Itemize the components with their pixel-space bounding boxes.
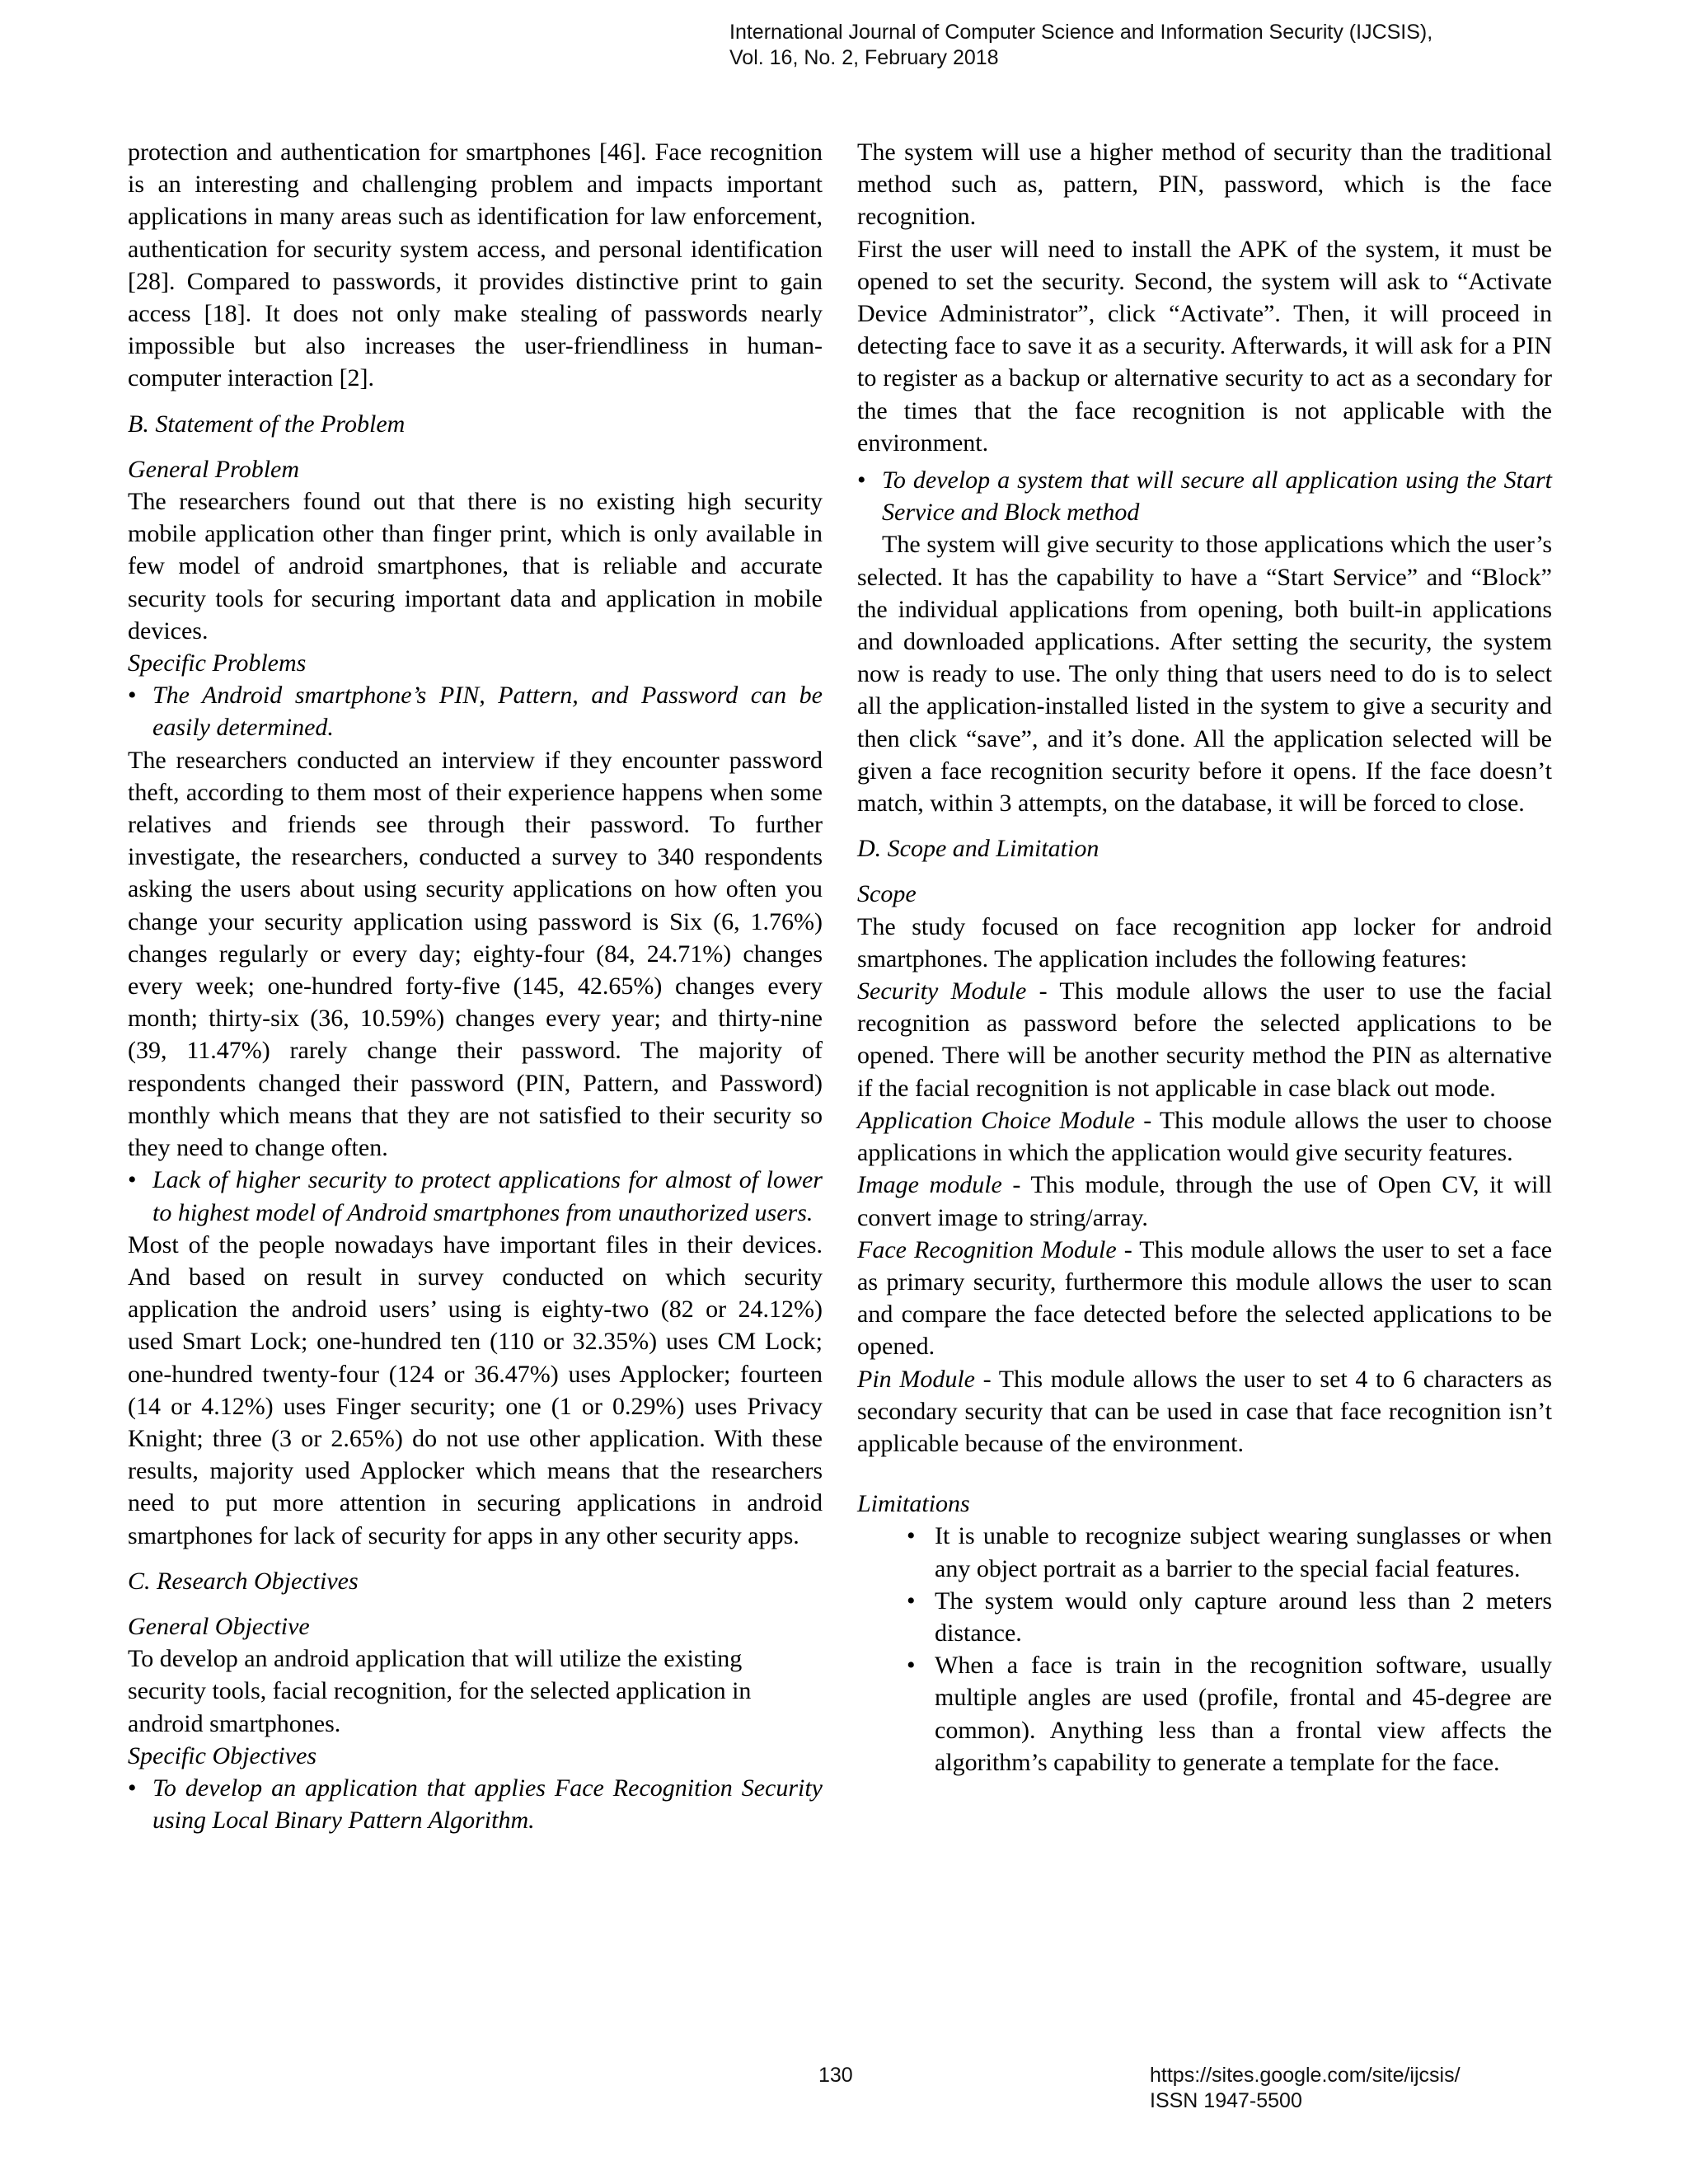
module-description: - This module allows the user to choose applications in which the application would give security features.	[857, 1106, 1552, 1167]
paragraph-scope: The study focused on face recognition app locker for android smartphones. The application includes the following features:	[857, 912, 1552, 972]
limitation-text-2: The system would only capture around less than 2 meters distance.	[935, 1586, 1552, 1647]
paragraph-survey: Most of the people nowadays have important files in their devices. And based on result in survey conducted on which security application the android users’ using is eighty-two (82 or 24.12%) used Smart Lock; one-hundred ten (110 or 32.35%) uses CM Lock; one-hundred twenty-four (124 or 36.47%) uses Applocker; fourteen (14 or 4.12%) uses Finger security; one (1 or 0.29%) uses Privacy Knight; three (3 or 2.65%) do not use other application. With these results, majority used Applocker which means that the researchers need to put more attention in securing applications in android smartphones for lack of security for apps in any other security apps.	[128, 1230, 823, 1549]
limitation-text-3: When a face is train in the recognition software, usually multiple angles are used (profile, frontal and 45-degree are common). Anything less than a frontal view affects the algorithm’s capability to generate a template for the face.	[935, 1652, 1552, 1776]
bullet-item	[128, 1164, 823, 1228]
module-description: - This module, through the use of Open CV, it will convert image to string/array.	[857, 1171, 1552, 1231]
section-heading-c: C. Research Objectives	[128, 1567, 359, 1595]
paragraph-general-objective: To develop an android application that will utilize the existing security tools, facial recognition, for the selected application in android smartphones.	[128, 1645, 752, 1737]
footer-url[interactable]: https://sites.google.com/site/ijcsis/	[1150, 2064, 1461, 2087]
module-name: Application Choice Module	[857, 1106, 1135, 1134]
left-column	[128, 136, 823, 1836]
paragraph-general-problem: The researchers found out that there is no existing high security mobile application other than finger print, which is only available in few model of android smartphones, that is reliable and accurate security tools for securing important data and application in mobile devices.	[128, 488, 823, 644]
bullet-icon: •	[128, 1166, 137, 1194]
scope-heading: Scope	[857, 880, 917, 908]
specific-objectives-heading: Specific Objectives	[128, 1741, 317, 1769]
bullet-icon: •	[128, 682, 137, 710]
module-description: - This module allows the user to set 4 to 6 characters as secondary security that can be used in case that face recognition isn’t applicable because of the environment.	[857, 1365, 1552, 1457]
module-description: - This module allows the user to set a face as primary security, furthermore this module allows the user to scan and compare the face detected before the selected applications to be opened.	[857, 1235, 1553, 1361]
bullet-text-2: Lack of higher security to protect applications for almost of lower to highest model of Android smartphones from unauthorized users.	[152, 1166, 823, 1226]
module-description: - This module allows the user to use the facial recognition as password before the selected applications to be opened. There will be another security method the PIN as alternative if the facial recognition is not applicable in case black out mode.	[857, 977, 1552, 1102]
bullet-icon: •	[907, 1522, 916, 1550]
journal-header-title: International Journal of Computer Science and Information Security (IJCSIS),	[729, 21, 1433, 44]
section-heading-d: D. Scope and Limitation	[857, 835, 1100, 863]
footer-info	[1150, 2063, 1461, 2114]
specific-problems-heading: Specific Problems	[128, 649, 307, 677]
bullet-icon: •	[907, 1586, 916, 1615]
footer-issn: ISSN 1947-5500	[1150, 2089, 1302, 2112]
bullet-text-1: The Android smartphone’s PIN, Pattern, and Password can be easily determined.	[152, 682, 823, 742]
bullet-icon: •	[907, 1652, 916, 1680]
module-application-choice	[857, 1104, 1552, 1169]
bullet-icon: •	[128, 1774, 137, 1802]
general-problem-heading: General Problem	[128, 455, 300, 483]
list-item	[907, 1520, 1552, 1584]
bullet-text-3: To develop an application that applies Face Recognition Security using Local Binary Pattern Algorithm.	[152, 1774, 823, 1835]
general-objective-heading: General Objective	[128, 1612, 310, 1640]
journal-header-volume: Vol. 16, No. 2, February 2018	[729, 46, 999, 69]
bullet-item	[128, 679, 823, 743]
paragraph-install: First the user will need to install the APK of the system, it must be opened to set the security. Second, the system will ask to “Activate Device Administrator”, click “Activate”. Then, it will proceed in detecting face to save it as a security. Afterwards, it will ask for a PIN to register as a backup or alternative security to act as a secondary for the times that the face recognition is not applicable with the environment.	[857, 235, 1552, 457]
right-column	[857, 136, 1552, 1779]
module-name: Security Module	[857, 977, 1027, 1005]
paragraph-method: The system will use a higher method of security than the traditional method such as, pattern, PIN, password, which is the face recognition.	[857, 138, 1552, 231]
journal-header	[729, 20, 1432, 71]
module-name: Face Recognition Module	[857, 1235, 1117, 1263]
limitations-heading: Limitations	[857, 1490, 970, 1518]
list-item	[907, 1649, 1552, 1779]
module-name: Pin Module	[857, 1365, 975, 1393]
bullet-item	[857, 464, 1552, 528]
module-name: Image module	[857, 1171, 1002, 1199]
bullet-item	[128, 1772, 823, 1836]
paragraph-start-service: The system will give security to those applications which the user’s selected. It has the capability to have a “Start Service” and “Block” the individual applications from opening, both built-in applications and downloaded applications. After setting the security, the system now is ready to use. The only thing that users need to do is to select all the application-installed listed in the system to give a security and then click “save”, and it’s done. All the application selected will be given a face recognition security before it opens. If the face doesn’t match, within 3 attempts, on the database, it will be forced to close.	[857, 531, 1552, 818]
limitations-list	[857, 1520, 1552, 1779]
module-image	[857, 1169, 1552, 1233]
paragraph-intro: protection and authentication for smartphones [46]. Face recognition is an interesting and challenging problem and impacts important applications in many areas such as identification for law enforcement, authentication for security system access, and personal identification [28]. Compared to passwords, it provides distinctive print to gain access [18]. It does not only make stealing of passwords nearly impossible but also increases the user-friendliness in human-computer interaction [2].	[128, 138, 823, 392]
module-face-recognition	[857, 1234, 1552, 1363]
list-item	[907, 1585, 1552, 1649]
bullet-icon: •	[857, 466, 866, 494]
module-security	[857, 975, 1552, 1104]
module-pin	[857, 1363, 1552, 1460]
bullet-text-4: To develop a system that will secure all application using the Start Service and Block method	[882, 466, 1552, 527]
paragraph-interview: The researchers conducted an interview if they encounter password theft, according to them most of their experience happens when some relatives and friends see through their password. To further investigate, the researchers, conducted a survey to 340 respondents asking the users about using security applications on how often you change your security application using password is Six (6, 1.76%) changes regularly or every day; eighty-four (84, 24.71%) changes every week; one-hundred forty-five (145, 42.65%) changes every month; thirty-six (36, 10.59%) changes every year; and thirty-nine (39, 11.47%) rarely change their password. The majority of respondents changed their password (PIN, Pattern, and Password) monthly which means that they are not satisfied to their security so they need to change often.	[128, 746, 823, 1162]
limitation-text-1: It is unable to recognize subject wearing sunglasses or when any object portrait as a barrier to the special facial features.	[935, 1522, 1552, 1582]
section-heading-b: B. Statement of the Problem	[128, 410, 406, 438]
page-number: 130	[818, 2064, 853, 2087]
